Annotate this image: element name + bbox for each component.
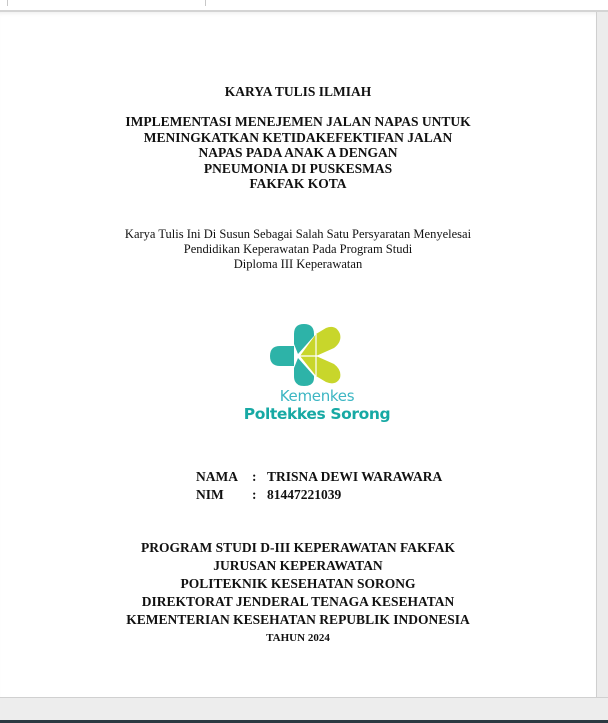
document-subtitle (0, 227, 596, 272)
institution-block (0, 539, 596, 629)
subtitle-line: Karya Tulis Ini Di Susun Sebagai Salah Satu Persyaratan Menyelesai (124, 227, 472, 241)
nim-separator: : (252, 487, 257, 502)
ruler-tick (7, 0, 8, 6)
document-page (0, 12, 597, 697)
title-line: NAPAS PADA ANAK A DENGAN (198, 145, 398, 160)
subtitle-line: Diploma III Keperawatan (233, 257, 363, 271)
logo-kemenkes-text: Kemenkes (279, 387, 355, 405)
kemenkes-logo (242, 324, 392, 432)
institution-line: DIREKTORAT JENDERAL TENAGA KESEHATAN (141, 594, 455, 609)
page-gap (0, 698, 608, 720)
title-line: PNEUMONIA DI PUSKESMAS (203, 160, 393, 176)
document-year: TAHUN 2024 (266, 632, 330, 644)
institution-line: KEMENTERIAN KESEHATAN REPUBLIK INDONESIA (126, 612, 470, 627)
title-line: FAKFAK KOTA (249, 176, 347, 191)
ruler-bar (0, 0, 608, 10)
name-separator: : (252, 469, 257, 484)
nim-label: NIM (196, 487, 224, 502)
nim-value: 81447221039 (267, 487, 342, 502)
subtitle-line: Pendidikan Keperawatan Pada Program Studi (183, 242, 413, 256)
title-line: MENINGKATKAN KETIDAKEFEKTIFAN JALAN (143, 129, 453, 145)
document-title (0, 114, 596, 192)
name-value: TRISNA DEWI WARAWARA (267, 469, 443, 484)
institution-line: JURUSAN KEPERAWATAN (213, 558, 383, 573)
ruler-tick (205, 0, 206, 6)
institution-line: PROGRAM STUDI D-III KEPERAWATAN FAKFAK (140, 540, 455, 555)
logo-poltekkes-text: Poltekkes Sorong (243, 405, 391, 423)
vertical-scrollbar[interactable] (597, 12, 608, 698)
kemenkes-flower-icon (242, 324, 392, 386)
document-heading: KARYA TULIS ILMIAH (224, 84, 372, 99)
institution-line: POLITEKNIK KESEHATAN SORONG (180, 576, 416, 591)
name-label: NAMA (196, 469, 238, 484)
title-line: IMPLEMENTASI MENEJEMEN JALAN NAPAS UNTUK (125, 114, 471, 129)
